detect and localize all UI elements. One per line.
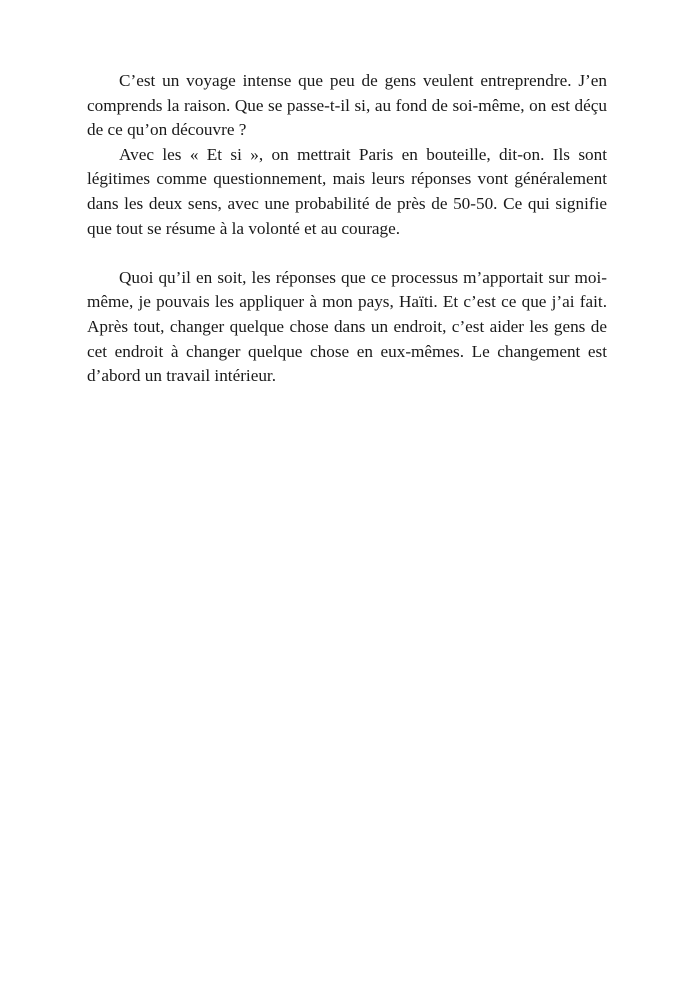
body-text (87, 69, 607, 389)
paragraph-2: Avec les « Et si », on mettrait Paris en bouteille, dit-on. Ils sont légitimes comme questionnement, mais leurs réponses vont généralement dans les deux sens, avec une probabilité de près de 50-50. Ce qui signifie que tout se résume à la volonté et au courage. (87, 144, 607, 238)
paragraph-3: Quoi qu’il en soit, les réponses que ce processus m’apportait sur moi-même, je pouvais les appliquer à mon pays, Haïti. Et c’est ce que j’ai fait. Après tout, changer quelque chose dans un endroit, c’est aider les gens de cet endroit à changer quelque chose en eux-mêmes. Le changement est d’abord un travail intérieur. (87, 267, 607, 386)
paragraph-1: C’est un voyage intense que peu de gens veulent entreprendre. J’en comprends la raison. Que se passe-t-il si, au fond de soi-même, on est déçu de ce qu’on découvre ? (87, 71, 607, 140)
